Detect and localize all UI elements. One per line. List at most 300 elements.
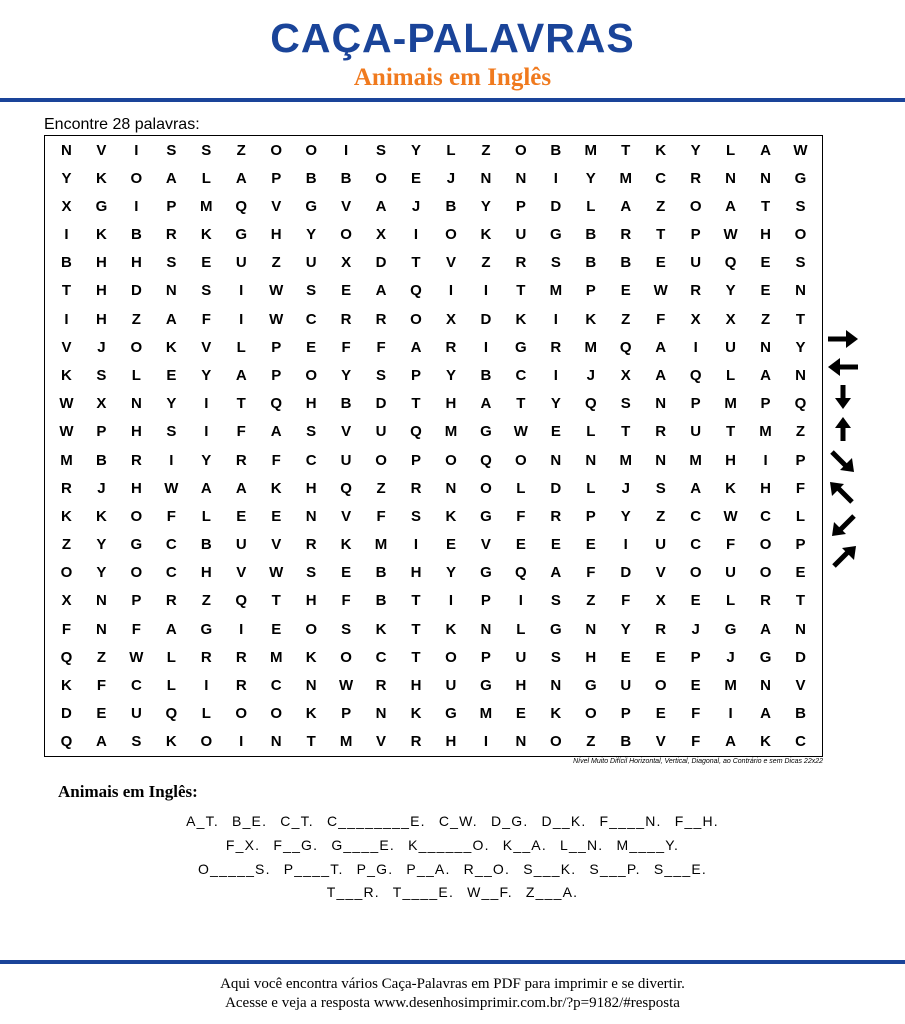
grid-cell: O: [130, 338, 143, 356]
grid-cell: S: [550, 254, 561, 272]
grid-cell: Z: [61, 536, 72, 554]
grid-cell: L: [166, 648, 176, 666]
grid-cell: P: [411, 451, 422, 469]
grid-cell: P: [620, 705, 631, 723]
grid-cell: Y: [795, 338, 806, 356]
grid-cell: M: [584, 141, 598, 159]
puzzle-instruction: Encontre 28 palavras:: [44, 116, 200, 133]
grid-cell: U: [235, 536, 247, 554]
grid-cell: R: [620, 226, 632, 244]
grid-cell: E: [620, 282, 631, 300]
grid-cell: F: [131, 620, 141, 638]
grid-cell: Y: [480, 197, 491, 215]
grid-cell: E: [236, 507, 247, 525]
grid-cell: W: [164, 479, 179, 497]
grid-cell: H: [130, 479, 142, 497]
grid-cell: K: [515, 310, 527, 328]
grid-cell: I: [204, 423, 209, 441]
grid-cell: I: [693, 338, 698, 356]
grid-cell: P: [795, 451, 806, 469]
grid-cell: D: [375, 254, 387, 272]
grid-cell: O: [584, 705, 597, 723]
grid-cell: Z: [271, 254, 281, 272]
grid-cell: E: [341, 282, 352, 300]
grid-cell: I: [448, 592, 454, 610]
grid-cell: A: [690, 479, 702, 497]
grid-cell: M: [584, 338, 598, 356]
grid-cell: U: [445, 677, 457, 695]
grid-cell: I: [763, 451, 768, 469]
grid-cell: D: [61, 705, 72, 723]
grid-cell: F: [726, 536, 736, 554]
grid-cell: Z: [131, 310, 141, 328]
grid-cell: R: [655, 423, 667, 441]
grid-cell: Z: [586, 592, 596, 610]
grid-cell: N: [550, 677, 562, 695]
grid-cell: N: [585, 451, 597, 469]
grid-cell: P: [690, 648, 701, 666]
grid-cell: H: [760, 226, 771, 244]
grid-cell: O: [340, 226, 352, 244]
grid-cell: A: [165, 169, 177, 187]
grid-cell: K: [96, 169, 107, 187]
grid-cell: O: [759, 564, 772, 582]
grid-cell: K: [655, 141, 667, 159]
grid-cell: B: [795, 705, 806, 723]
grid-cell: L: [795, 507, 806, 525]
grid-cell: P: [166, 197, 177, 215]
grid-cell: F: [96, 677, 107, 695]
grid-cell: A: [760, 705, 771, 723]
grid-cell: X: [445, 310, 456, 328]
grid-cell: Y: [341, 367, 352, 385]
grid-cell: E: [445, 536, 456, 554]
grid-cell: F: [376, 338, 386, 356]
grid-cell: S: [550, 592, 561, 610]
grid-cell: D: [480, 310, 492, 328]
grid-cell: R: [655, 620, 667, 638]
grid-cell: D: [375, 395, 387, 413]
grid-cell: E: [655, 705, 666, 723]
grid-cell: J: [97, 338, 106, 356]
grid-cell: F: [621, 592, 631, 610]
grid-cell: O: [375, 451, 387, 469]
grid-cell: J: [691, 620, 700, 638]
grid-cell: R: [690, 282, 702, 300]
up-arrow-icon: [826, 416, 860, 442]
grid-cell: G: [445, 705, 457, 723]
grid-cell: O: [270, 141, 283, 159]
grid-cell: C: [690, 507, 702, 525]
grid-cell: Y: [620, 620, 631, 638]
grid-cell: O: [794, 226, 807, 244]
word-list-line: A_T. B_E. C_T. C________E. C_W. D_G. D__K. F____N. F__H.: [186, 813, 719, 829]
grid-cell: J: [446, 169, 456, 187]
grid-cell: E: [411, 169, 422, 187]
grid-cell: F: [376, 507, 386, 525]
grid-cell: A: [760, 141, 771, 159]
grid-cell: K: [305, 705, 317, 723]
grid-cell: G: [515, 338, 527, 356]
word-list-title: Animais em Inglês:: [58, 782, 198, 801]
grid-cell: H: [305, 395, 317, 413]
grid-cell: H: [515, 677, 527, 695]
grid-cell: G: [550, 620, 562, 638]
grid-cell: N: [585, 620, 597, 638]
grid-cell: M: [269, 648, 283, 666]
grid-cell: Z: [656, 507, 666, 525]
grid-cell: K: [375, 620, 387, 638]
grid-cell: K: [165, 733, 177, 751]
grid-cell: P: [341, 705, 352, 723]
grid-cell: Y: [96, 564, 107, 582]
grid-cell: S: [306, 282, 317, 300]
grid-cell: T: [306, 733, 316, 751]
grid-cell: W: [513, 423, 528, 441]
grid-cell: I: [553, 367, 558, 385]
grid-cell: R: [410, 479, 422, 497]
grid-cell: E: [515, 705, 526, 723]
grid-cell: A: [725, 733, 737, 751]
grid-cell: N: [760, 338, 771, 356]
grid-cell: V: [271, 536, 282, 554]
grid-cell: Z: [481, 141, 491, 159]
grid-cell: E: [166, 367, 177, 385]
grid-cell: K: [270, 479, 282, 497]
grid-cell: X: [725, 310, 736, 328]
grid-cell: N: [725, 169, 737, 187]
grid-cell: Q: [340, 479, 352, 497]
grid-cell: M: [60, 451, 73, 469]
grid-cell: Z: [201, 592, 211, 610]
grid-cell: S: [166, 423, 177, 441]
grid-cell: O: [410, 310, 422, 328]
grid-cell: X: [61, 197, 72, 215]
grid-cell: A: [375, 197, 387, 215]
grid-cell: W: [339, 677, 354, 695]
grid-cell: Z: [236, 141, 246, 159]
grid-cell: N: [270, 733, 282, 751]
grid-cell: T: [411, 620, 421, 638]
grid-cell: N: [375, 705, 387, 723]
grid-cell: M: [479, 705, 493, 723]
grid-cell: X: [620, 367, 631, 385]
grid-cell: P: [480, 592, 491, 610]
grid-cell: T: [236, 395, 246, 413]
grid-cell: C: [305, 310, 317, 328]
grid-cell: R: [340, 310, 352, 328]
grid-cell: K: [61, 507, 72, 525]
grid-cell: U: [340, 451, 352, 469]
grid-cell: I: [413, 536, 419, 554]
grid-cell: E: [515, 536, 526, 554]
grid-cell: G: [95, 197, 108, 215]
grid-cell: F: [795, 479, 806, 497]
grid-cell: K: [96, 226, 107, 244]
grid-cell: L: [516, 620, 526, 638]
grid-cell: I: [553, 310, 558, 328]
grid-cell: J: [97, 479, 106, 497]
grid-cell: I: [169, 451, 174, 469]
grid-cell: Q: [165, 705, 178, 723]
grid-cell: M: [619, 169, 632, 187]
grid-cell: Y: [445, 367, 456, 385]
grid-cell: O: [60, 564, 73, 582]
grid-cell: M: [724, 395, 737, 413]
difficulty-note: Nível Muito Difícil Horizontal, Vertical, Diagonal, ao Contrário e sem Dicas 22x22: [573, 758, 823, 765]
grid-cell: H: [445, 733, 457, 751]
grid-cell: Y: [306, 226, 317, 244]
footer-divider: [0, 960, 905, 964]
grid-cell: V: [341, 507, 352, 525]
grid-cell: C: [270, 677, 282, 695]
grid-cell: I: [553, 169, 558, 187]
grid-cell: U: [725, 564, 737, 582]
grid-cell: C: [305, 451, 317, 469]
grid-cell: V: [655, 733, 666, 751]
grid-cell: G: [480, 564, 492, 582]
grid-cell: I: [483, 338, 489, 356]
grid-cell: H: [130, 423, 142, 441]
grid-cell: R: [690, 169, 702, 187]
grid-cell: Z: [621, 310, 631, 328]
grid-cell: C: [165, 536, 177, 554]
grid-cell: Y: [96, 536, 107, 554]
grid-cell: A: [760, 620, 771, 638]
grid-cell: M: [759, 423, 772, 441]
grid-cell: C: [165, 564, 177, 582]
grid-cell: T: [271, 592, 281, 610]
grid-cell: Z: [586, 733, 596, 751]
grid-cell: N: [655, 395, 667, 413]
grid-cell: H: [305, 479, 317, 497]
grid-cell: L: [586, 197, 596, 215]
grid-cell: P: [795, 536, 806, 554]
grid-cell: E: [550, 536, 561, 554]
grid-cell: F: [271, 451, 281, 469]
grid-cell: H: [96, 310, 107, 328]
grid-cell: N: [515, 169, 527, 187]
grid-cell: Q: [689, 367, 702, 385]
grid-cell: I: [728, 705, 733, 723]
grid-cell: O: [445, 226, 457, 244]
grid-cell: E: [760, 254, 771, 272]
grid-cell: N: [795, 620, 806, 638]
grid-cell: I: [518, 592, 523, 610]
grid-cell: H: [96, 282, 107, 300]
grid-cell: P: [271, 169, 282, 187]
grid-cell: G: [794, 169, 807, 187]
grid-cell: A: [410, 338, 422, 356]
grid-cell: S: [411, 507, 422, 525]
grid-cell: B: [585, 254, 597, 272]
grid-cell: J: [726, 648, 735, 666]
grid-cell: Q: [60, 648, 73, 666]
grid-cell: G: [480, 423, 492, 441]
grid-cell: I: [134, 141, 139, 159]
grid-cell: U: [690, 423, 702, 441]
word-list-line: F_X. F__G. G____E. K______O. K__A. L__N. M____Y.: [225, 837, 680, 853]
grid-cell: W: [653, 282, 668, 300]
grid-cell: P: [690, 226, 701, 244]
grid-cell: C: [795, 733, 806, 751]
up-left-arrow-icon: [826, 480, 860, 506]
grid-cell: M: [339, 733, 353, 751]
grid-cell: F: [691, 733, 701, 751]
grid-cell: Z: [96, 648, 107, 666]
grid-cell: O: [200, 733, 213, 751]
grid-cell: Q: [270, 395, 283, 413]
grid-cell: O: [375, 169, 387, 187]
grid-cell: B: [480, 367, 492, 385]
grid-cell: I: [204, 677, 209, 695]
grid-cell: P: [585, 507, 596, 525]
grid-cell: T: [516, 395, 526, 413]
grid-cell: H: [305, 592, 317, 610]
word-list-line: O_____S. P____T. P_G. P__A. R__O. S___K. S___P. S___E.: [198, 861, 707, 877]
grid-cell: Q: [410, 423, 422, 441]
grid-cell: H: [725, 451, 737, 469]
grid-cell: D: [130, 282, 142, 300]
header-divider: [0, 98, 905, 102]
grid-cell: C: [655, 169, 667, 187]
grid-cell: S: [795, 254, 806, 272]
grid-cell: J: [411, 197, 421, 215]
grid-cell: Q: [584, 395, 597, 413]
grid-cell: M: [619, 451, 632, 469]
grid-cell: T: [61, 282, 72, 300]
up-right-arrow-icon: [826, 544, 860, 570]
grid-cell: R: [235, 677, 247, 695]
grid-cell: R: [375, 310, 387, 328]
grid-cell: L: [166, 677, 176, 695]
grid-cell: B: [305, 169, 317, 187]
grid-cell: R: [410, 733, 422, 751]
grid-cell: M: [724, 677, 737, 695]
grid-cell: S: [376, 141, 387, 159]
grid-cell: N: [550, 451, 562, 469]
grid-cell: W: [723, 507, 738, 525]
grid-cell: B: [200, 536, 212, 554]
grid-cell: A: [655, 367, 667, 385]
grid-cell: S: [306, 423, 317, 441]
grid-cell: U: [515, 226, 527, 244]
grid-cell: F: [691, 705, 701, 723]
grid-cell: O: [445, 648, 457, 666]
grid-cell: E: [620, 648, 631, 666]
grid-cell: J: [621, 479, 630, 497]
grid-cell: K: [165, 338, 177, 356]
grid-cell: N: [165, 282, 177, 300]
grid-cell: V: [445, 254, 456, 272]
grid-cell: D: [620, 564, 632, 582]
grid-cell: B: [620, 254, 632, 272]
grid-cell: S: [795, 197, 806, 215]
grid-cell: U: [235, 254, 247, 272]
grid-cell: V: [376, 733, 387, 751]
grid-cell: S: [306, 564, 317, 582]
grid-cell: E: [271, 620, 282, 638]
grid-cell: T: [411, 254, 421, 272]
grid-cell: A: [620, 197, 632, 215]
grid-cell: K: [61, 677, 72, 695]
grid-cell: S: [655, 479, 666, 497]
grid-cell: W: [269, 282, 284, 300]
grid-cell: U: [130, 705, 142, 723]
grid-cell: B: [445, 197, 457, 215]
grid-cell: T: [760, 197, 771, 215]
grid-cell: V: [236, 564, 247, 582]
grid-cell: G: [584, 677, 597, 695]
grid-cell: P: [585, 282, 596, 300]
grid-cell: O: [305, 141, 317, 159]
grid-cell: H: [270, 226, 282, 244]
grid-cell: Q: [480, 451, 492, 469]
grid-cell: E: [795, 564, 806, 582]
grid-cell: I: [239, 733, 244, 751]
grid-cell: T: [516, 282, 526, 300]
grid-cell: L: [131, 367, 141, 385]
grid-cell: H: [445, 395, 457, 413]
grid-cell: E: [201, 254, 212, 272]
grid-cell: R: [61, 479, 72, 497]
direction-legend: [826, 328, 866, 576]
grid-cell: A: [480, 395, 492, 413]
grid-cell: O: [689, 564, 702, 582]
grid-cell: S: [201, 141, 212, 159]
page-subtitle: Animais em Inglês: [353, 64, 552, 91]
grid-cell: W: [269, 564, 284, 582]
grid-cell: X: [341, 254, 352, 272]
grid-cell: T: [411, 395, 421, 413]
grid-cell: K: [445, 507, 457, 525]
grid-cell: I: [134, 197, 139, 215]
grid-cell: C: [515, 367, 527, 385]
grid-cell: Z: [760, 310, 771, 328]
grid-cell: F: [516, 507, 526, 525]
grid-cell: V: [61, 338, 72, 356]
footer-link-text: Acesse e veja a resposta www.desenhosimprimir.com.br/?p=9182/#resposta: [225, 995, 680, 1011]
grid-cell: Y: [585, 169, 596, 187]
grid-cell: N: [515, 733, 527, 751]
grid-cell: I: [483, 282, 489, 300]
grid-cell: R: [130, 451, 142, 469]
grid-cell: N: [96, 592, 107, 610]
grid-cell: Q: [794, 395, 807, 413]
grid-cell: N: [61, 141, 72, 159]
grid-cell: O: [130, 169, 143, 187]
grid-cell: G: [130, 536, 143, 554]
grid-cell: Y: [690, 141, 701, 159]
grid-cell: K: [725, 479, 737, 497]
grid-cell: F: [201, 310, 211, 328]
grid-cell: O: [480, 479, 492, 497]
grid-cell: Q: [515, 564, 527, 582]
grid-cell: I: [413, 226, 419, 244]
grid-cell: T: [795, 592, 806, 610]
grid-cell: G: [200, 620, 213, 638]
grid-cell: F: [341, 338, 351, 356]
grid-cell: S: [620, 395, 631, 413]
grid-cell: P: [271, 338, 282, 356]
grid-cell: Y: [620, 507, 631, 525]
grid-cell: Y: [725, 282, 736, 300]
grid-cell: L: [516, 479, 526, 497]
grid-cell: N: [480, 620, 492, 638]
down-left-arrow-icon: [826, 512, 860, 538]
grid-cell: S: [550, 648, 561, 666]
grid-cell: Y: [201, 367, 212, 385]
